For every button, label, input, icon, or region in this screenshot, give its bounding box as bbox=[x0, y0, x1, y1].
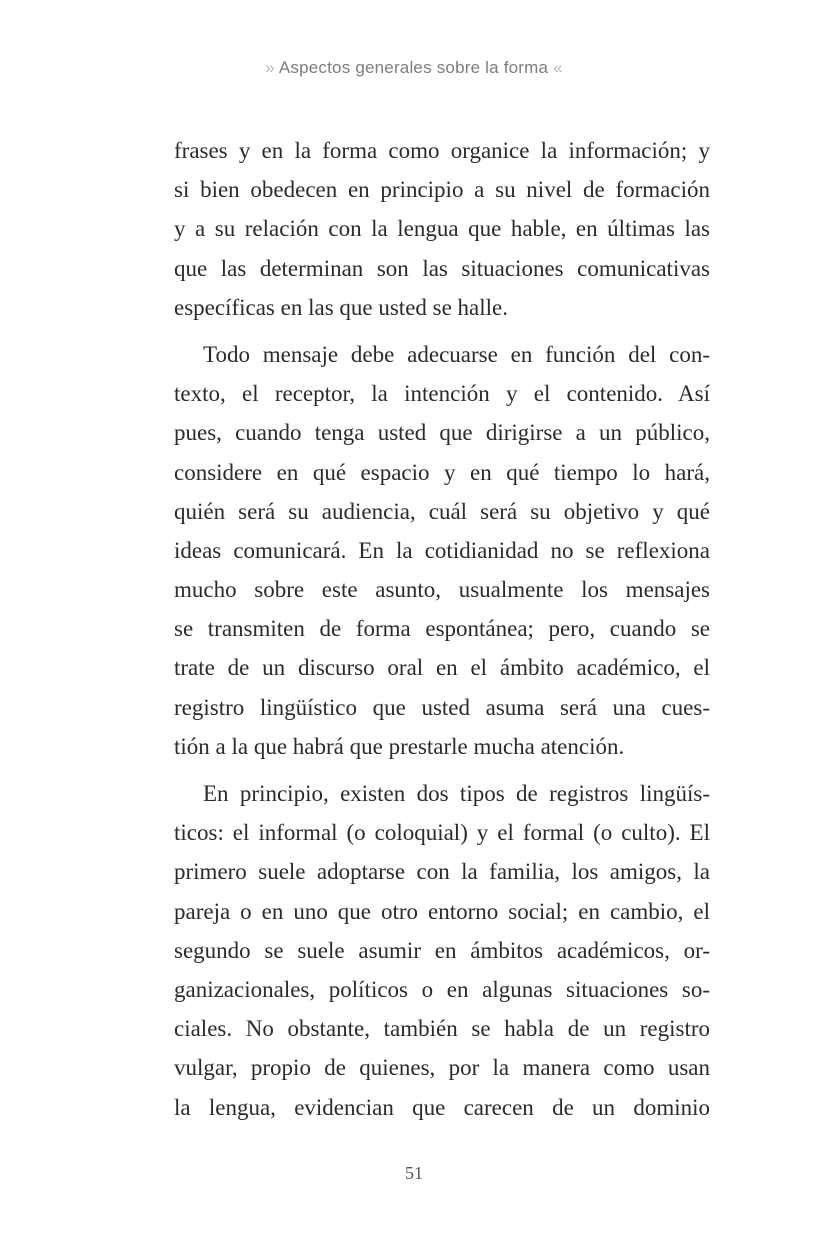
text-line: texto, el receptor, la intención y el contenido. Así bbox=[174, 381, 710, 407]
text-line: quién será su audiencia, cuál será su objetivo y qué bbox=[174, 498, 710, 524]
text-line: que las determinan son las situaciones comunicativas bbox=[174, 255, 710, 281]
text-line: pues, cuando tenga usted que dirigirse a un público, bbox=[174, 420, 710, 446]
text-line: segundo se suele asumir en ámbitos académicos, or- bbox=[174, 937, 710, 963]
text-line: trate de un discurso oral en el ámbito académico, el bbox=[174, 655, 710, 681]
text-line: En principio, existen dos tipos de registros lingüís- bbox=[203, 781, 710, 806]
running-header bbox=[0, 58, 828, 78]
text-line: ganizacionales, políticos o en algunas situaciones so- bbox=[174, 976, 710, 1002]
text-line: pareja o en uno que otro entorno social; en cambio, el bbox=[174, 898, 710, 924]
text-line: específicas en las que usted se halle. bbox=[174, 294, 509, 320]
text-line: primero suele adoptarse con la familia, los amigos, la bbox=[174, 859, 710, 885]
text-line: tión a la que habrá que prestarle mucha atención. bbox=[174, 733, 625, 759]
body-text bbox=[174, 131, 710, 1127]
paragraph bbox=[174, 131, 710, 327]
paragraph bbox=[174, 335, 710, 766]
page-number: 51 bbox=[405, 1163, 423, 1183]
text-line: la lengua, evidencian que carecen de un dominio bbox=[174, 1094, 710, 1120]
text-line: ideas comunicará. En la cotidianidad no se reflexiona bbox=[174, 537, 710, 563]
header-open-guillemet: » bbox=[265, 58, 275, 77]
text-line: Todo mensaje debe adecuarse en función del con- bbox=[203, 341, 710, 367]
paragraph bbox=[174, 774, 710, 1127]
text-line: si bien obedecen en principio a su nivel de formación bbox=[174, 177, 710, 203]
text-line: y a su relación con la lengua que hable, en últimas las bbox=[174, 216, 710, 242]
text-line: registro lingüístico que usted asuma será una cues- bbox=[174, 694, 710, 720]
header-title: Aspectos generales sobre la forma bbox=[278, 58, 549, 77]
text-line: frases y en la forma como organice la información; y bbox=[174, 138, 710, 163]
header-close-guillemet: « bbox=[553, 58, 563, 77]
text-line: vulgar, propio de quienes, por la manera como usan bbox=[174, 1055, 710, 1081]
text-line: ticos: el informal (o coloquial) y el formal (o culto). El bbox=[174, 820, 710, 846]
text-line: considere en qué espacio y en qué tiempo lo hará, bbox=[174, 459, 710, 485]
text-line: se transmiten de forma espontánea; pero, cuando se bbox=[174, 616, 710, 642]
text-line: ciales. No obstante, también se habla de un registro bbox=[174, 1016, 710, 1042]
text-line: mucho sobre este asunto, usualmente los mensajes bbox=[174, 577, 710, 603]
